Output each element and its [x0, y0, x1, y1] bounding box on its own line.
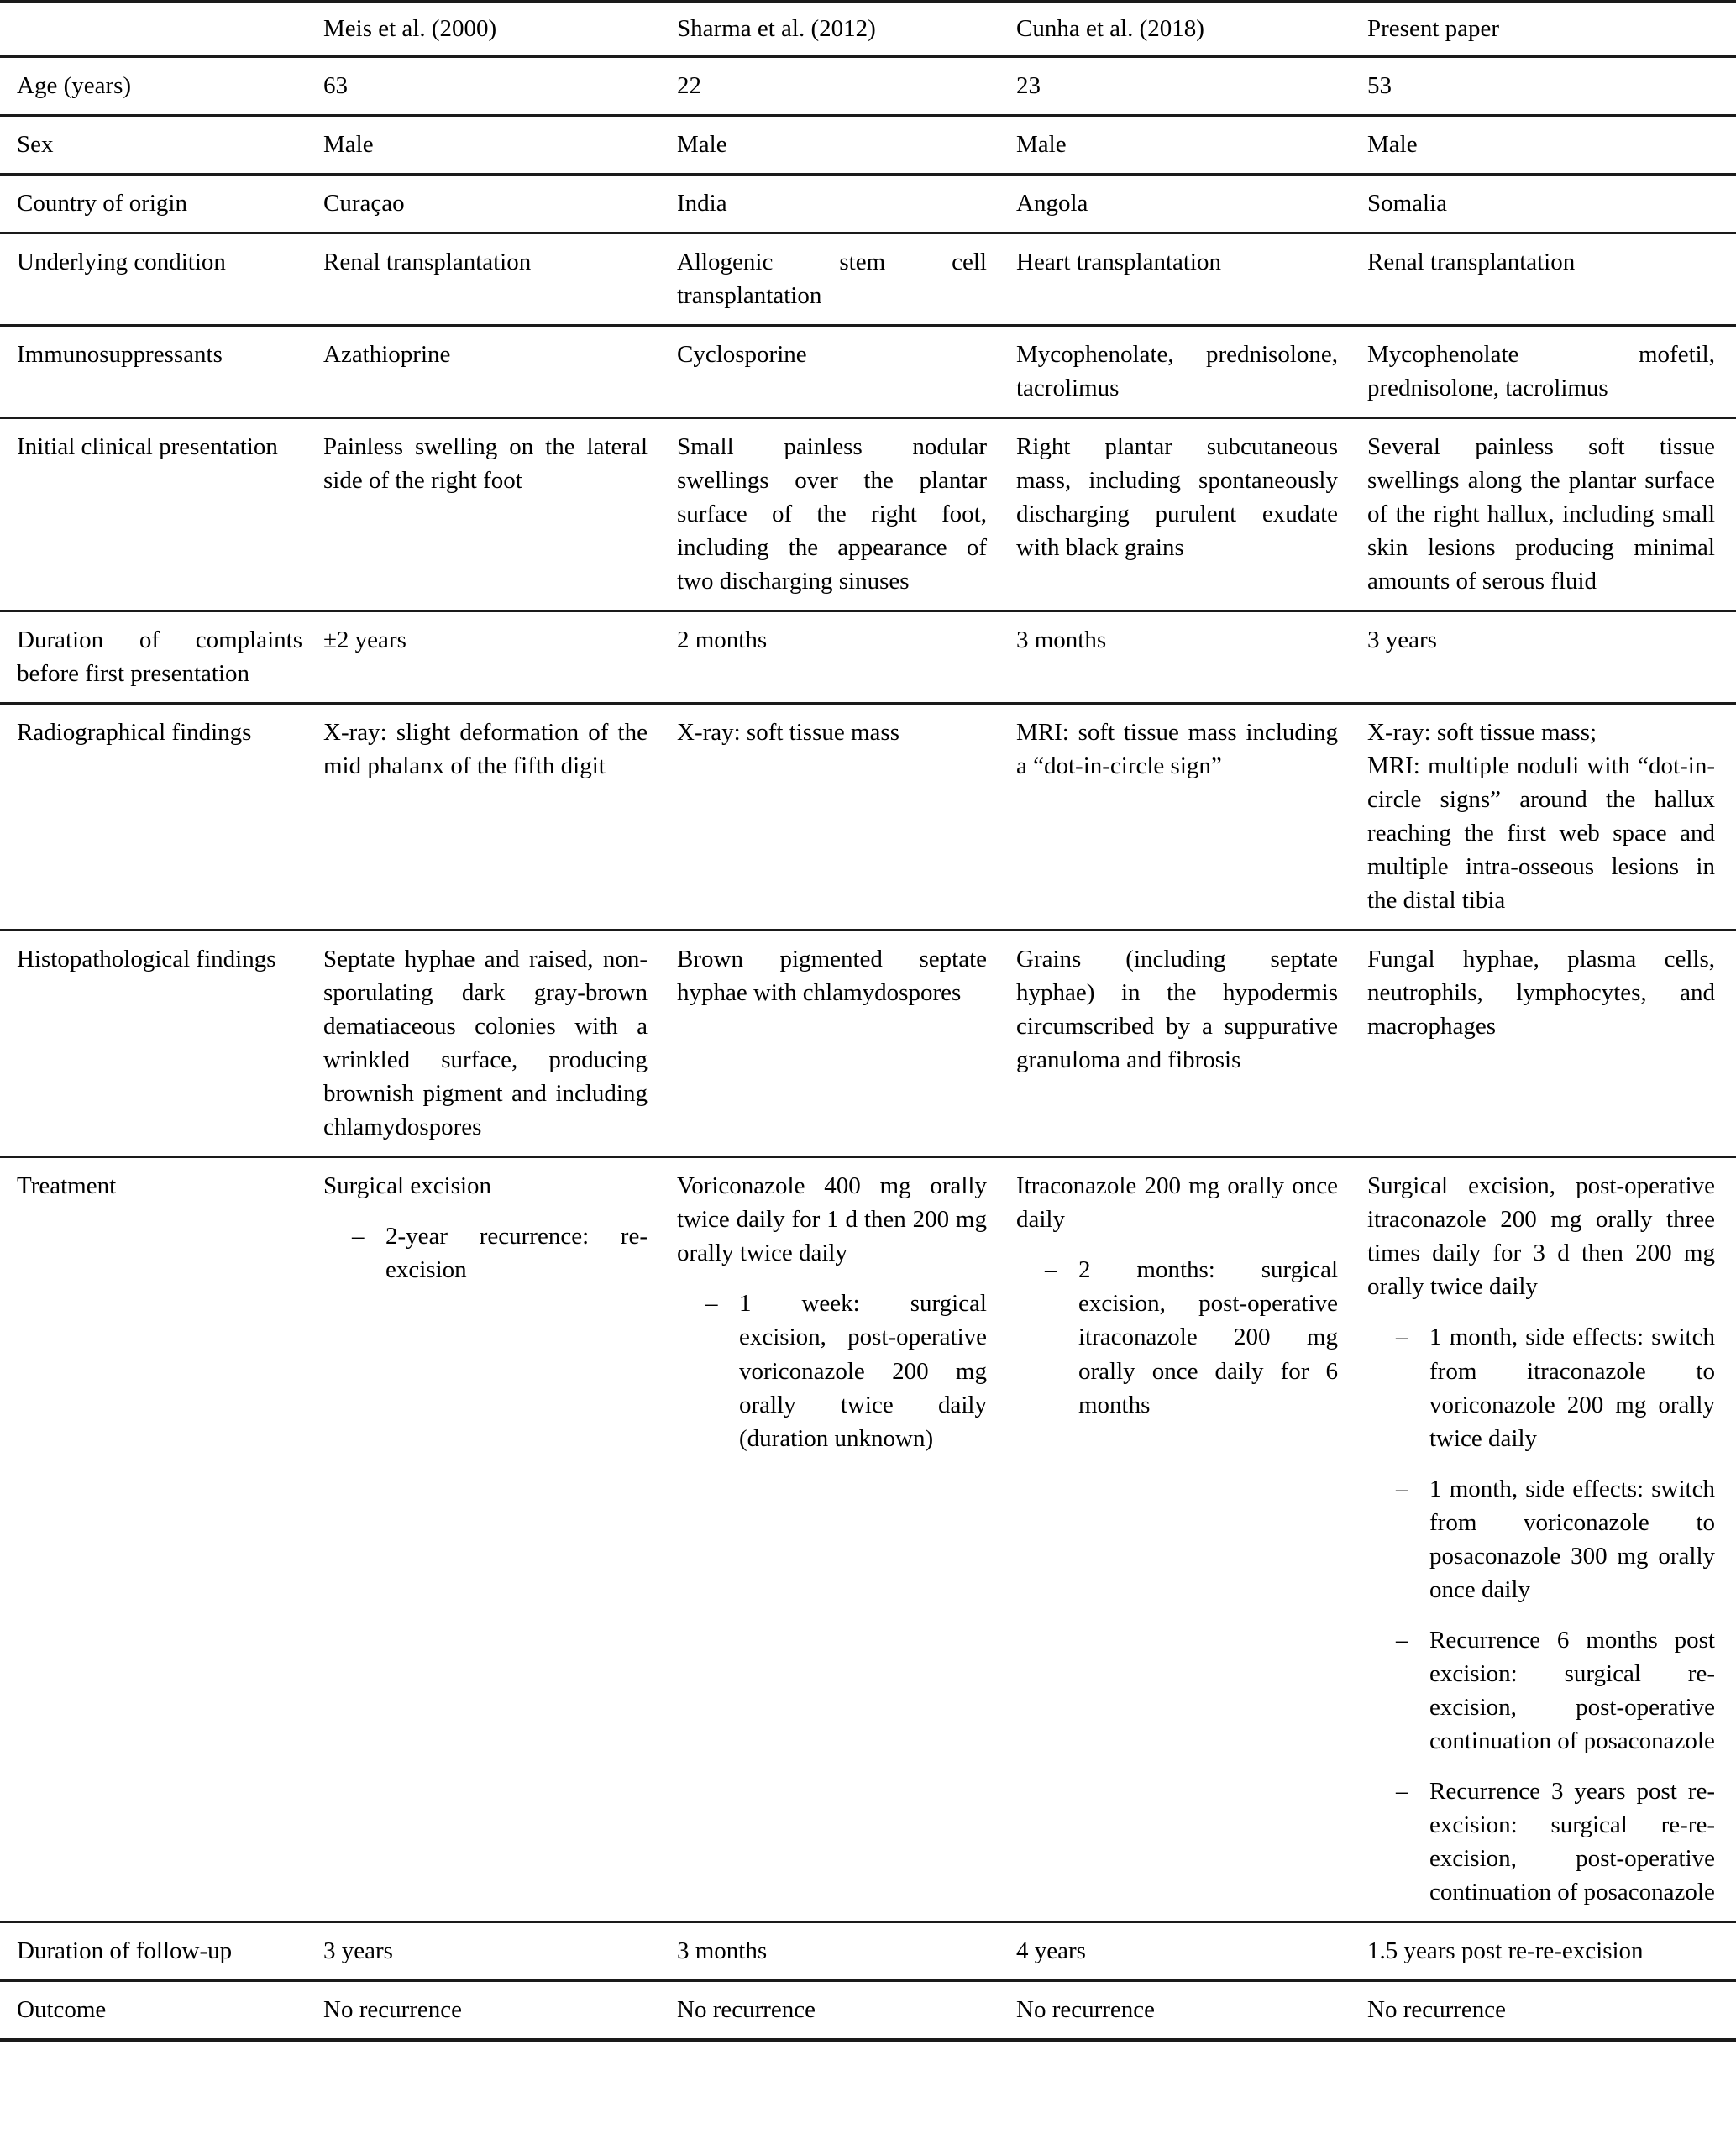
row-label: Duration of complaints before first presentation [17, 626, 302, 688]
dash-marker: – [352, 1223, 365, 1250]
cell-paragraph: Male [1016, 131, 1067, 159]
table-cell [323, 418, 677, 611]
cell-paragraph: India [677, 190, 727, 218]
bullet-item [1396, 1774, 1715, 1909]
row-label: Outcome [17, 1995, 107, 2023]
table-cell [1367, 57, 1736, 116]
cell-paragraph: No recurrence [1016, 1995, 1156, 2023]
cell-paragraph: 23 [1016, 72, 1041, 100]
row-label: Treatment [17, 1172, 117, 1200]
table-cell [1367, 704, 1736, 930]
table-row [0, 175, 1736, 233]
cell-paragraph: Male [323, 131, 374, 159]
table-cell [677, 1157, 1016, 1921]
bullet-text: Recurrence 3 years post re-excision: surgical re-re-excision, post-operative continuation of posaconazole [1429, 1777, 1715, 1905]
cell-paragraph: X-ray: soft tissue mass; [1367, 719, 1597, 747]
table-cell [1367, 1921, 1736, 1980]
table-cell [1367, 175, 1736, 233]
cell-paragraph: Right plantar subcutaneous mass, including spontaneously discharging purulent exudate with black grains [1016, 433, 1338, 562]
cell-paragraph: ±2 years [323, 626, 406, 654]
table-cell [1367, 233, 1736, 326]
cell-paragraph: 3 months [677, 1937, 768, 1964]
column-header: Cunha et al. (2018) [1016, 15, 1204, 42]
table-cell [1016, 57, 1367, 116]
cell-paragraph: Itraconazole 200 mg orally once daily [1016, 1172, 1338, 1234]
table-cell [677, 704, 1016, 930]
table-row [0, 57, 1736, 116]
bullet-item [1396, 1472, 1715, 1607]
table-row [0, 116, 1736, 175]
cell-paragraph: Azathioprine [323, 341, 451, 369]
cell-paragraph: 22 [677, 72, 701, 100]
table-cell [323, 1157, 677, 1921]
table-row [0, 1980, 1736, 2040]
cell-paragraph: 63 [323, 72, 348, 100]
table-row [0, 326, 1736, 418]
cell-paragraph: MRI: soft tissue mass including a “dot-in-circle sign” [1016, 719, 1338, 780]
row-label: Country of origin [17, 190, 187, 218]
bullet-text: 1 month, side effects: switch from itraconazole to voriconazole 200 mg orally twice daily [1429, 1324, 1715, 1452]
column-header: Present paper [1367, 15, 1500, 42]
cell-paragraph: Somalia [1367, 190, 1448, 218]
table-cell [1016, 704, 1367, 930]
table-cell [323, 116, 677, 175]
bullet-item [705, 1287, 987, 1455]
cell-paragraph: Surgical excision [323, 1172, 492, 1200]
table-cell [677, 418, 1016, 611]
cell-paragraph: Grains (including septate hyphae) in the hypodermis circumscribed by a suppurative granuloma and fibrosis [1016, 946, 1338, 1074]
row-label: Radiographical findings [17, 719, 252, 747]
cell-paragraph: Surgical excision, post-operative itraconazole 200 mg orally three times daily for 3 d then 200 mg orally twice daily [1367, 1172, 1715, 1301]
table-cell [1367, 326, 1736, 418]
table-cell [323, 930, 677, 1157]
table-cell [323, 611, 677, 704]
table-cell [1016, 418, 1367, 611]
cell-paragraph: Several painless soft tissue swellings along the plantar surface of the right hallux, including small skin lesions producing minimal amounts of serous fluid [1367, 433, 1715, 595]
cell-paragraph: Mycophenolate mofetil, prednisolone, tacrolimus [1367, 341, 1715, 402]
dash-marker: – [1396, 1626, 1408, 1654]
cell-paragraph: No recurrence [677, 1995, 816, 2023]
cell-paragraph: 3 years [1367, 626, 1437, 654]
table-cell [1016, 175, 1367, 233]
table-cell [323, 326, 677, 418]
table-cell [323, 1980, 677, 2040]
table-cell [1367, 930, 1736, 1157]
table-cell [1016, 233, 1367, 326]
row-label: Duration of follow-up [17, 1937, 233, 1964]
dash-marker: – [1396, 1777, 1408, 1805]
table-row [0, 418, 1736, 611]
row-label: Underlying condition [17, 249, 226, 276]
table-cell [677, 57, 1016, 116]
cell-paragraph: No recurrence [323, 1995, 463, 2023]
dash-marker: – [705, 1290, 718, 1318]
table-cell [1367, 611, 1736, 704]
table-cell [677, 175, 1016, 233]
bullet-text: 1 month, side effects: switch from voriconazole to posaconazole 300 mg orally once daily [1429, 1475, 1715, 1603]
table-body [0, 57, 1736, 2040]
table-cell [1016, 1980, 1367, 2040]
table-cell [677, 116, 1016, 175]
table-row [0, 1157, 1736, 1921]
cell-paragraph: 1.5 years post re-re-excision [1367, 1937, 1644, 1964]
table-cell [1016, 930, 1367, 1157]
table-cell [677, 930, 1016, 1157]
corner-cell [0, 2, 323, 57]
cell-paragraph: Male [677, 131, 727, 159]
table-cell [323, 704, 677, 930]
table-cell [677, 326, 1016, 418]
cell-paragraph: Painless swelling on the lateral side of the right foot [323, 433, 648, 495]
table-cell [677, 1980, 1016, 2040]
cell-paragraph: Fungal hyphae, plasma cells, neutrophils, lymphocytes, and macrophages [1367, 946, 1715, 1041]
bullet-text: 2-year recurrence: re-excision [385, 1223, 648, 1284]
table-cell [1016, 611, 1367, 704]
cell-paragraph: Small painless nodular swellings over the plantar surface of the right foot, including the appearance of two discharging sinuses [677, 433, 987, 595]
table-cell [677, 233, 1016, 326]
cell-paragraph: Renal transplantation [323, 249, 532, 276]
cell-paragraph: Heart transplantation [1016, 249, 1221, 276]
table-cell [1016, 116, 1367, 175]
bullet-item [1045, 1253, 1338, 1421]
bullet-text: 2 months: surgical excision, post-operative itraconazole 200 mg orally once daily for 6 months [1078, 1256, 1338, 1418]
table-cell [323, 175, 677, 233]
cell-paragraph: 2 months [677, 626, 768, 654]
cell-paragraph: X-ray: soft tissue mass [677, 719, 899, 747]
cell-paragraph: Brown pigmented septate hyphae with chlamydospores [677, 946, 987, 1007]
cell-paragraph: MRI: multiple noduli with “dot-in-circle signs” around the hallux reaching the first web space and multiple intra-osseous lesions in the distal tibia [1367, 752, 1715, 915]
table-cell [1016, 326, 1367, 418]
row-label: Immunosuppressants [17, 341, 223, 369]
table-cell [1367, 418, 1736, 611]
cell-paragraph: Cyclosporine [677, 341, 807, 369]
cell-paragraph: Allogenic stem cell transplantation [677, 249, 987, 310]
cell-paragraph: Mycophenolate, prednisolone, tacrolimus [1016, 341, 1338, 402]
header-row [0, 2, 1736, 57]
table-cell [1367, 1157, 1736, 1921]
row-label: Histopathological findings [17, 946, 276, 973]
bullet-text: Recurrence 6 months post excision: surgical re-excision, post-operative continuation of posaconazole [1429, 1626, 1715, 1754]
row-label: Sex [17, 131, 54, 159]
bullet-item [1396, 1623, 1715, 1758]
column-header: Sharma et al. (2012) [677, 15, 876, 42]
table-cell [1016, 1157, 1367, 1921]
column-header: Meis et al. (2000) [323, 15, 497, 42]
table-cell [323, 57, 677, 116]
bullet-item [352, 1219, 648, 1287]
table-cell [323, 233, 677, 326]
cell-paragraph: Septate hyphae and raised, non-sporulating dark gray-brown dematiaceous colonies with a wrinkled surface, producing brownish pigment and including chlamydospores [323, 946, 648, 1141]
cell-paragraph: 3 months [1016, 626, 1107, 654]
table-cell [677, 611, 1016, 704]
table-row [0, 930, 1736, 1157]
cell-paragraph: 4 years [1016, 1937, 1086, 1964]
table-cell [1016, 1921, 1367, 1980]
table-cell [323, 1921, 677, 1980]
cell-paragraph: No recurrence [1367, 1995, 1507, 2023]
bullet-item [1396, 1320, 1715, 1455]
dash-marker: – [1396, 1324, 1408, 1351]
table-row [0, 704, 1736, 930]
bullet-text: 1 week: surgical excision, post-operative voriconazole 200 mg orally twice daily (duration unknown) [739, 1290, 987, 1452]
table-cell [677, 1921, 1016, 1980]
cell-paragraph: X-ray: slight deformation of the mid phalanx of the fifth digit [323, 719, 648, 780]
cell-paragraph: Renal transplantation [1367, 249, 1576, 276]
dash-marker: – [1396, 1475, 1408, 1502]
row-label: Age (years) [17, 72, 132, 100]
cell-paragraph: 3 years [323, 1937, 393, 1964]
row-label: Initial clinical presentation [17, 433, 278, 461]
cell-paragraph: Voriconazole 400 mg orally twice daily for 1 d then 200 mg orally twice daily [677, 1172, 987, 1267]
table-row [0, 233, 1736, 326]
dash-marker: – [1045, 1256, 1057, 1284]
table-cell [1367, 116, 1736, 175]
table-row [0, 611, 1736, 704]
table-row [0, 1921, 1736, 1980]
cell-paragraph: 53 [1367, 72, 1392, 100]
table-cell [1367, 1980, 1736, 2040]
cell-paragraph: Curaçao [323, 190, 405, 218]
cell-paragraph: Male [1367, 131, 1418, 159]
cell-paragraph: Angola [1016, 190, 1088, 218]
